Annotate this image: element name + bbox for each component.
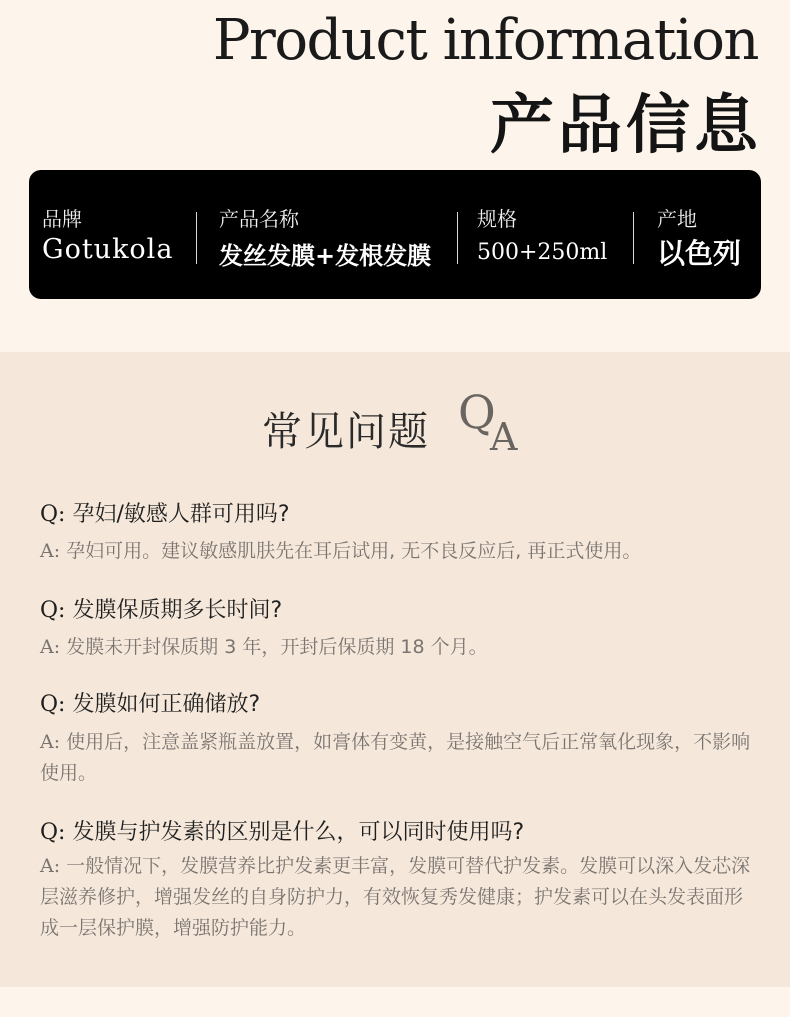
question-text: 发膜如何正确储放?	[72, 692, 261, 717]
info-value: 500+250ml	[477, 240, 608, 265]
question-prefix: Q:	[40, 820, 66, 845]
question-text: 孕妇/敏感人群可用吗?	[72, 502, 290, 527]
divider	[633, 212, 634, 264]
faq-question	[40, 593, 282, 624]
info-label: 产品名称	[219, 207, 299, 231]
faq-answer	[40, 536, 760, 567]
info-label: 产地	[657, 207, 697, 231]
faq-question	[40, 815, 524, 846]
info-value: 发丝发膜+发根发膜	[219, 242, 432, 270]
answer-text: 使用后，注意盖紧瓶盖放置，如膏体有变黄，是接触空气后正常氧化现象，不影响使用。	[40, 731, 751, 784]
answer-text: 一般情况下，发膜营养比护发素更丰富，发膜可替代护发素。发膜可以深入发芯深层滋养修护，增强发丝的自身防护力，有效恢复秀发健康；护发素可以在头发表面形成一层保护膜，增强防护能力。	[40, 855, 751, 939]
answer-text: 孕妇可用。建议敏感肌肤先在耳后试用, 无不良反应后, 再正式使用。	[66, 540, 642, 562]
title-chinese: 产品信息	[490, 89, 762, 163]
answer-text: 发膜未开封保质期 3 年，开封后保质期 18 个月。	[66, 636, 488, 658]
faq-title: 常见问题	[262, 409, 430, 455]
info-value: 以色列	[657, 237, 742, 270]
info-value: Gotukola	[42, 234, 174, 265]
divider	[457, 212, 458, 264]
title-english: Product information	[212, 8, 758, 73]
qa-logo-q: Q	[458, 390, 496, 439]
answer-prefix: A:	[40, 731, 61, 753]
question-text: 发膜与护发素的区别是什么，可以同时使用吗?	[72, 820, 525, 845]
header-section	[0, 0, 790, 352]
question-prefix: Q:	[40, 692, 66, 717]
answer-prefix: A:	[40, 855, 61, 877]
footer-strip	[0, 987, 790, 1017]
divider	[196, 212, 197, 264]
faq-answer	[40, 727, 760, 789]
question-prefix: Q:	[40, 502, 66, 527]
answer-prefix: A:	[40, 636, 61, 658]
qa-logo	[458, 390, 530, 454]
qa-logo-a: A	[490, 415, 518, 454]
faq-answer	[40, 632, 760, 663]
faq-answer	[40, 851, 760, 944]
question-text: 发膜保质期多长时间?	[72, 598, 283, 623]
faq-question	[40, 497, 290, 528]
answer-prefix: A:	[40, 540, 61, 562]
faq-question	[40, 687, 260, 718]
info-label: 品牌	[42, 207, 82, 231]
product-info-bar	[29, 170, 761, 299]
info-label: 规格	[477, 207, 517, 231]
question-prefix: Q:	[40, 598, 66, 623]
